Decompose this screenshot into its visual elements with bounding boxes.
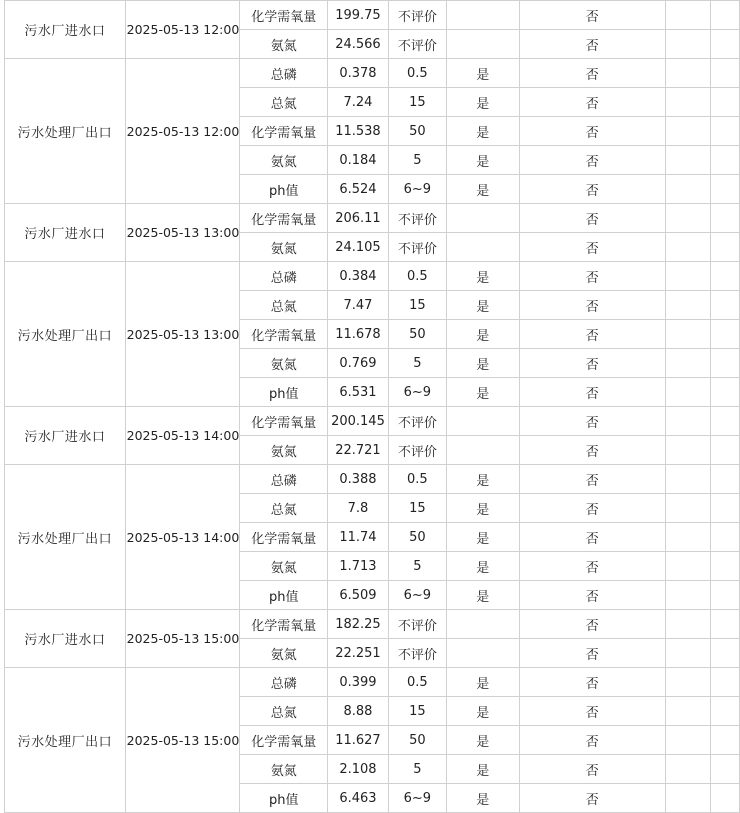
item-cell: 总磷 <box>240 59 328 88</box>
extra-cell-1 <box>665 407 711 436</box>
item-cell: 氨氮 <box>240 146 328 175</box>
standard-cell: 5 <box>388 349 446 378</box>
exceed-cell: 否 <box>519 233 665 262</box>
pass-cell: 是 <box>446 262 519 291</box>
extra-cell-2 <box>711 146 740 175</box>
standard-cell: 不评价 <box>388 407 446 436</box>
standard-cell: 15 <box>388 494 446 523</box>
item-cell: ph值 <box>240 581 328 610</box>
pass-cell <box>446 610 519 639</box>
extra-cell-2 <box>711 320 740 349</box>
table-row <box>5 668 740 697</box>
extra-cell-2 <box>711 581 740 610</box>
extra-cell-1 <box>665 523 711 552</box>
location-cell: 污水处理厂出口 <box>5 59 126 204</box>
table-row <box>5 262 740 291</box>
extra-cell-2 <box>711 494 740 523</box>
value-cell: 6.531 <box>328 378 389 407</box>
item-cell: 化学需氧量 <box>240 1 328 30</box>
table-body <box>5 1 740 813</box>
item-cell: 总磷 <box>240 465 328 494</box>
extra-cell-1 <box>665 552 711 581</box>
pass-cell: 是 <box>446 291 519 320</box>
exceed-cell: 否 <box>519 175 665 204</box>
standard-cell: 0.5 <box>388 262 446 291</box>
standard-cell: 50 <box>388 320 446 349</box>
exceed-cell: 否 <box>519 59 665 88</box>
extra-cell-2 <box>711 378 740 407</box>
pass-cell: 是 <box>446 581 519 610</box>
exceed-cell: 否 <box>519 697 665 726</box>
item-cell: 总氮 <box>240 291 328 320</box>
extra-cell-1 <box>665 465 711 494</box>
item-cell: 化学需氧量 <box>240 407 328 436</box>
standard-cell: 5 <box>388 552 446 581</box>
extra-cell-1 <box>665 349 711 378</box>
monitoring-table <box>4 0 740 813</box>
extra-cell-2 <box>711 349 740 378</box>
item-cell: 化学需氧量 <box>240 204 328 233</box>
value-cell: 199.75 <box>328 1 389 30</box>
item-cell: 氨氮 <box>240 349 328 378</box>
standard-cell: 不评价 <box>388 30 446 59</box>
exceed-cell: 否 <box>519 784 665 813</box>
value-cell: 6.524 <box>328 175 389 204</box>
exceed-cell: 否 <box>519 668 665 697</box>
value-cell: 7.47 <box>328 291 389 320</box>
value-cell: 11.678 <box>328 320 389 349</box>
time-cell: 2025-05-13 13:00 <box>125 262 240 407</box>
standard-cell: 6~9 <box>388 378 446 407</box>
value-cell: 11.74 <box>328 523 389 552</box>
time-cell: 2025-05-13 14:00 <box>125 407 240 465</box>
extra-cell-1 <box>665 668 711 697</box>
time-cell: 2025-05-13 14:00 <box>125 465 240 610</box>
item-cell: 化学需氧量 <box>240 523 328 552</box>
table-row <box>5 204 740 233</box>
extra-cell-2 <box>711 610 740 639</box>
exceed-cell: 否 <box>519 465 665 494</box>
pass-cell <box>446 407 519 436</box>
item-cell: 氨氮 <box>240 233 328 262</box>
exceed-cell: 否 <box>519 581 665 610</box>
pass-cell <box>446 1 519 30</box>
standard-cell: 不评价 <box>388 610 446 639</box>
extra-cell-2 <box>711 436 740 465</box>
standard-cell: 0.5 <box>388 465 446 494</box>
item-cell: 化学需氧量 <box>240 320 328 349</box>
time-cell: 2025-05-13 12:00 <box>125 59 240 204</box>
exceed-cell: 否 <box>519 726 665 755</box>
table-row <box>5 407 740 436</box>
exceed-cell: 否 <box>519 407 665 436</box>
extra-cell-2 <box>711 291 740 320</box>
location-cell: 污水厂进水口 <box>5 407 126 465</box>
extra-cell-1 <box>665 233 711 262</box>
exceed-cell: 否 <box>519 755 665 784</box>
location-cell: 污水厂进水口 <box>5 610 126 668</box>
exceed-cell: 否 <box>519 30 665 59</box>
pass-cell <box>446 436 519 465</box>
pass-cell: 是 <box>446 465 519 494</box>
standard-cell: 50 <box>388 726 446 755</box>
extra-cell-2 <box>711 784 740 813</box>
exceed-cell: 否 <box>519 88 665 117</box>
pass-cell: 是 <box>446 320 519 349</box>
item-cell: ph值 <box>240 784 328 813</box>
extra-cell-1 <box>665 610 711 639</box>
item-cell: 氨氮 <box>240 436 328 465</box>
extra-cell-1 <box>665 581 711 610</box>
extra-cell-2 <box>711 30 740 59</box>
standard-cell: 0.5 <box>388 59 446 88</box>
location-cell: 污水处理厂出口 <box>5 668 126 813</box>
extra-cell-1 <box>665 378 711 407</box>
extra-cell-2 <box>711 175 740 204</box>
pass-cell <box>446 204 519 233</box>
extra-cell-1 <box>665 59 711 88</box>
extra-cell-1 <box>665 784 711 813</box>
location-cell: 污水厂进水口 <box>5 204 126 262</box>
item-cell: 总氮 <box>240 88 328 117</box>
extra-cell-1 <box>665 494 711 523</box>
item-cell: 氨氮 <box>240 30 328 59</box>
exceed-cell: 否 <box>519 378 665 407</box>
extra-cell-1 <box>665 30 711 59</box>
extra-cell-1 <box>665 146 711 175</box>
standard-cell: 5 <box>388 755 446 784</box>
extra-cell-2 <box>711 407 740 436</box>
item-cell: 总磷 <box>240 262 328 291</box>
standard-cell: 0.5 <box>388 668 446 697</box>
table-row <box>5 465 740 494</box>
value-cell: 24.566 <box>328 30 389 59</box>
location-cell: 污水处理厂出口 <box>5 465 126 610</box>
value-cell: 8.88 <box>328 697 389 726</box>
value-cell: 0.769 <box>328 349 389 378</box>
extra-cell-1 <box>665 175 711 204</box>
item-cell: 氨氮 <box>240 639 328 668</box>
exceed-cell: 否 <box>519 146 665 175</box>
value-cell: 2.108 <box>328 755 389 784</box>
item-cell: 氨氮 <box>240 755 328 784</box>
pass-cell: 是 <box>446 523 519 552</box>
time-cell: 2025-05-13 15:00 <box>125 668 240 813</box>
pass-cell: 是 <box>446 349 519 378</box>
time-cell: 2025-05-13 13:00 <box>125 204 240 262</box>
value-cell: 11.627 <box>328 726 389 755</box>
pass-cell <box>446 639 519 668</box>
pass-cell: 是 <box>446 726 519 755</box>
exceed-cell: 否 <box>519 552 665 581</box>
table-row <box>5 1 740 30</box>
extra-cell-1 <box>665 436 711 465</box>
standard-cell: 50 <box>388 523 446 552</box>
extra-cell-2 <box>711 262 740 291</box>
extra-cell-1 <box>665 726 711 755</box>
extra-cell-2 <box>711 726 740 755</box>
pass-cell: 是 <box>446 146 519 175</box>
extra-cell-2 <box>711 523 740 552</box>
pass-cell: 是 <box>446 697 519 726</box>
exceed-cell: 否 <box>519 610 665 639</box>
value-cell: 0.384 <box>328 262 389 291</box>
extra-cell-2 <box>711 697 740 726</box>
standard-cell: 50 <box>388 117 446 146</box>
value-cell: 22.721 <box>328 436 389 465</box>
pass-cell: 是 <box>446 668 519 697</box>
standard-cell: 15 <box>388 291 446 320</box>
extra-cell-1 <box>665 291 711 320</box>
extra-cell-2 <box>711 1 740 30</box>
standard-cell: 6~9 <box>388 784 446 813</box>
standard-cell: 15 <box>388 88 446 117</box>
time-cell: 2025-05-13 15:00 <box>125 610 240 668</box>
exceed-cell: 否 <box>519 639 665 668</box>
standard-cell: 不评价 <box>388 233 446 262</box>
extra-cell-1 <box>665 755 711 784</box>
extra-cell-2 <box>711 552 740 581</box>
time-cell: 2025-05-13 12:00 <box>125 1 240 59</box>
value-cell: 24.105 <box>328 233 389 262</box>
exceed-cell: 否 <box>519 523 665 552</box>
exceed-cell: 否 <box>519 262 665 291</box>
exceed-cell: 否 <box>519 494 665 523</box>
standard-cell: 15 <box>388 697 446 726</box>
extra-cell-1 <box>665 639 711 668</box>
standard-cell: 5 <box>388 146 446 175</box>
value-cell: 182.25 <box>328 610 389 639</box>
item-cell: 总氮 <box>240 494 328 523</box>
extra-cell-1 <box>665 262 711 291</box>
table-row <box>5 610 740 639</box>
extra-cell-2 <box>711 117 740 146</box>
pass-cell: 是 <box>446 88 519 117</box>
extra-cell-2 <box>711 59 740 88</box>
value-cell: 7.8 <box>328 494 389 523</box>
extra-cell-2 <box>711 465 740 494</box>
exceed-cell: 否 <box>519 349 665 378</box>
pass-cell: 是 <box>446 378 519 407</box>
exceed-cell: 否 <box>519 117 665 146</box>
extra-cell-2 <box>711 668 740 697</box>
item-cell: 氨氮 <box>240 552 328 581</box>
value-cell: 11.538 <box>328 117 389 146</box>
extra-cell-1 <box>665 204 711 233</box>
extra-cell-2 <box>711 88 740 117</box>
item-cell: 总氮 <box>240 697 328 726</box>
pass-cell: 是 <box>446 117 519 146</box>
extra-cell-2 <box>711 204 740 233</box>
value-cell: 0.399 <box>328 668 389 697</box>
standard-cell: 不评价 <box>388 436 446 465</box>
standard-cell: 不评价 <box>388 1 446 30</box>
pass-cell <box>446 233 519 262</box>
item-cell: 化学需氧量 <box>240 117 328 146</box>
standard-cell: 6~9 <box>388 581 446 610</box>
pass-cell <box>446 30 519 59</box>
item-cell: 化学需氧量 <box>240 726 328 755</box>
value-cell: 22.251 <box>328 639 389 668</box>
pass-cell: 是 <box>446 494 519 523</box>
extra-cell-1 <box>665 697 711 726</box>
table-row <box>5 59 740 88</box>
standard-cell: 不评价 <box>388 639 446 668</box>
extra-cell-2 <box>711 233 740 262</box>
extra-cell-2 <box>711 755 740 784</box>
item-cell: ph值 <box>240 378 328 407</box>
pass-cell: 是 <box>446 175 519 204</box>
item-cell: 化学需氧量 <box>240 610 328 639</box>
value-cell: 0.388 <box>328 465 389 494</box>
value-cell: 6.509 <box>328 581 389 610</box>
value-cell: 206.11 <box>328 204 389 233</box>
location-cell: 污水处理厂出口 <box>5 262 126 407</box>
pass-cell: 是 <box>446 59 519 88</box>
extra-cell-1 <box>665 88 711 117</box>
extra-cell-1 <box>665 117 711 146</box>
value-cell: 1.713 <box>328 552 389 581</box>
exceed-cell: 否 <box>519 436 665 465</box>
value-cell: 6.463 <box>328 784 389 813</box>
value-cell: 0.184 <box>328 146 389 175</box>
extra-cell-2 <box>711 639 740 668</box>
pass-cell: 是 <box>446 755 519 784</box>
exceed-cell: 否 <box>519 1 665 30</box>
standard-cell: 6~9 <box>388 175 446 204</box>
exceed-cell: 否 <box>519 291 665 320</box>
pass-cell: 是 <box>446 784 519 813</box>
value-cell: 0.378 <box>328 59 389 88</box>
item-cell: ph值 <box>240 175 328 204</box>
value-cell: 7.24 <box>328 88 389 117</box>
location-cell: 污水厂进水口 <box>5 1 126 59</box>
standard-cell: 不评价 <box>388 204 446 233</box>
value-cell: 200.145 <box>328 407 389 436</box>
item-cell: 总磷 <box>240 668 328 697</box>
extra-cell-1 <box>665 1 711 30</box>
extra-cell-1 <box>665 320 711 349</box>
pass-cell: 是 <box>446 552 519 581</box>
exceed-cell: 否 <box>519 320 665 349</box>
exceed-cell: 否 <box>519 204 665 233</box>
